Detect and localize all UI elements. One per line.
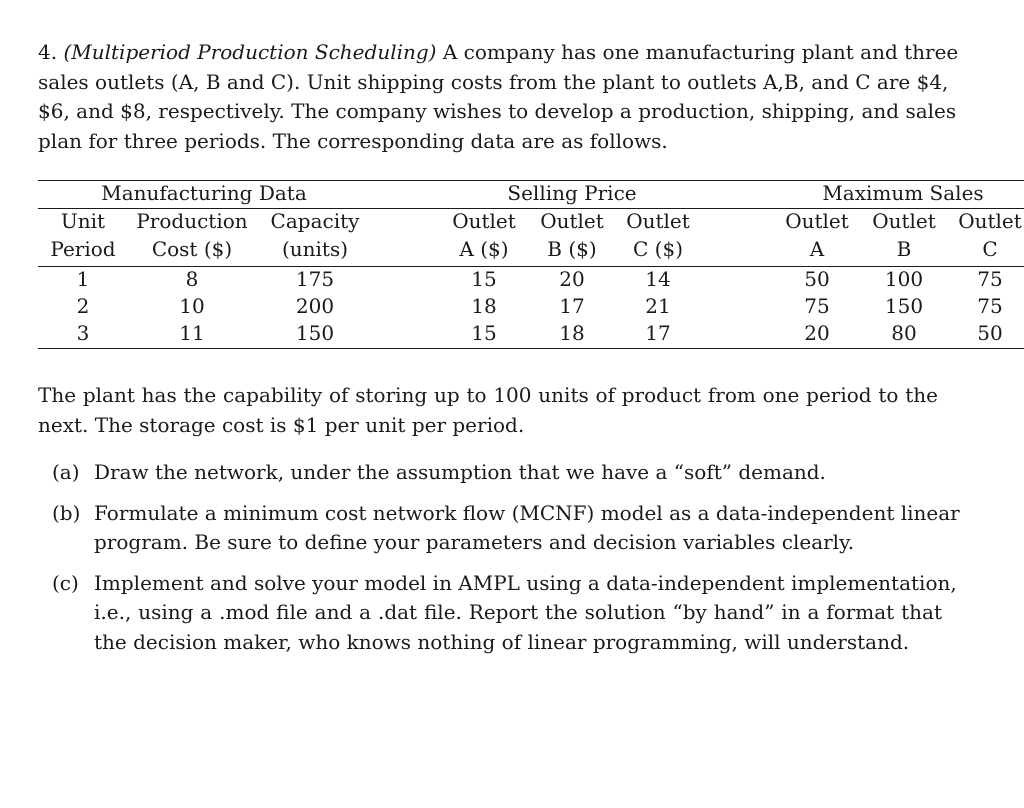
header-price-a-1: Outlet [452,209,516,233]
header-max-c-2: C [982,237,998,261]
row1-price-b: 20 [559,267,585,291]
question-c-line-3: the decision maker, who knows nothing of linear programming, will understand. [94,629,910,654]
row1-max-a: 50 [804,267,830,291]
header-max-a-2: A [809,237,825,261]
row2-price-a: 18 [471,294,497,318]
intro-line-2: sales outlets (A, B and C). Unit shipping costs from the plant to outlets A,B, and C are $4, [38,69,949,94]
header-unit-period-2: Period [50,237,116,261]
row2-capacity: 200 [295,294,335,318]
row3-price-b: 18 [559,321,585,345]
row3-capacity: 150 [295,321,335,345]
row3-price-a: 15 [471,321,497,345]
header-price-c-1: Outlet [626,209,690,233]
question-a-line-1: Draw the network, under the assumption that we have a “soft” demand. [94,460,826,484]
header-max-c-1: Outlet [958,209,1022,233]
question-b-line-1: Formulate a minimum cost network flow (MCNF) model as a data-independent linear [94,500,960,525]
question-a [52,458,942,488]
question-b-line-2: program. Be sure to define your parameters and decision variables clearly. [94,530,855,554]
storage-line-2: next. The storage cost is $1 per unit per period. [38,412,525,437]
table-bottom-rule [38,348,1024,349]
header-max-b-2: B [896,237,912,261]
question-c [52,569,957,658]
question-b-marker: (b) [52,500,81,525]
intro-text-1: A company has one manufacturing plant and three [442,40,959,64]
row1-max-c: 75 [977,267,1003,291]
header-unit-period-1: Unit [60,209,106,233]
header-price-a-2: A ($) [459,237,509,261]
row2-price-b: 17 [559,294,585,318]
group-manufacturing-data: Manufacturing Data [101,181,307,205]
row1-price-a: 15 [471,267,497,291]
data-table [38,180,1024,350]
row2-price-c: 21 [645,294,671,318]
question-c-marker: (c) [52,570,79,595]
row2-max-a: 75 [804,294,830,318]
question-c-line-2: i.e., using a .mod file and a .dat file. Report the solution “by hand” in a format that [94,600,942,624]
row1-period: 1 [76,267,90,291]
header-price-b-2: B ($) [547,237,597,261]
row1-max-b: 100 [884,267,924,291]
row3-price-c: 17 [645,321,671,345]
question-a-marker: (a) [52,460,80,484]
row3-period: 3 [76,321,90,345]
group-maximum-sales: Maximum Sales [822,181,984,205]
row3-cost: 11 [179,321,205,345]
problem-title: (Multiperiod Production Scheduling) [63,40,437,64]
group-selling-price: Selling Price [507,181,637,205]
header-price-b-1: Outlet [540,209,604,233]
problem-number: 4. [38,40,58,64]
row2-cost: 10 [179,294,205,318]
storage-paragraph [38,381,938,440]
intro-line-4: plan for three periods. The corresponding data are as follows. [38,128,668,153]
storage-line-1: The plant has the capability of storing up to 100 units of product from one period to the [38,383,938,407]
question-b [52,499,960,558]
header-production-cost-2: Cost ($) [151,237,233,261]
header-capacity-2: (units) [281,237,349,261]
intro-line-3: $6, and $8, respectively. The company wishes to develop a production, shipping, and sales [38,99,957,123]
row2-max-b: 150 [884,294,924,318]
question-list [52,458,960,668]
header-max-a-1: Outlet [785,209,849,233]
row1-cost: 8 [185,267,199,291]
header-capacity-1: Capacity [270,209,360,233]
row3-max-c: 50 [977,321,1003,345]
question-c-line-1: Implement and solve your model in AMPL using a data-independent implementation, [94,570,957,595]
intro-line-1 [38,38,959,68]
row2-period: 2 [76,294,90,318]
header-price-c-2: C ($) [633,237,683,261]
row3-max-b: 80 [891,321,917,345]
problem-intro [38,38,959,156]
row2-max-c: 75 [977,294,1003,318]
row1-price-c: 14 [645,267,671,291]
header-max-b-1: Outlet [872,209,936,233]
header-production-cost-1: Production [136,209,248,233]
row1-capacity: 175 [295,267,335,291]
row3-max-a: 20 [804,321,830,345]
